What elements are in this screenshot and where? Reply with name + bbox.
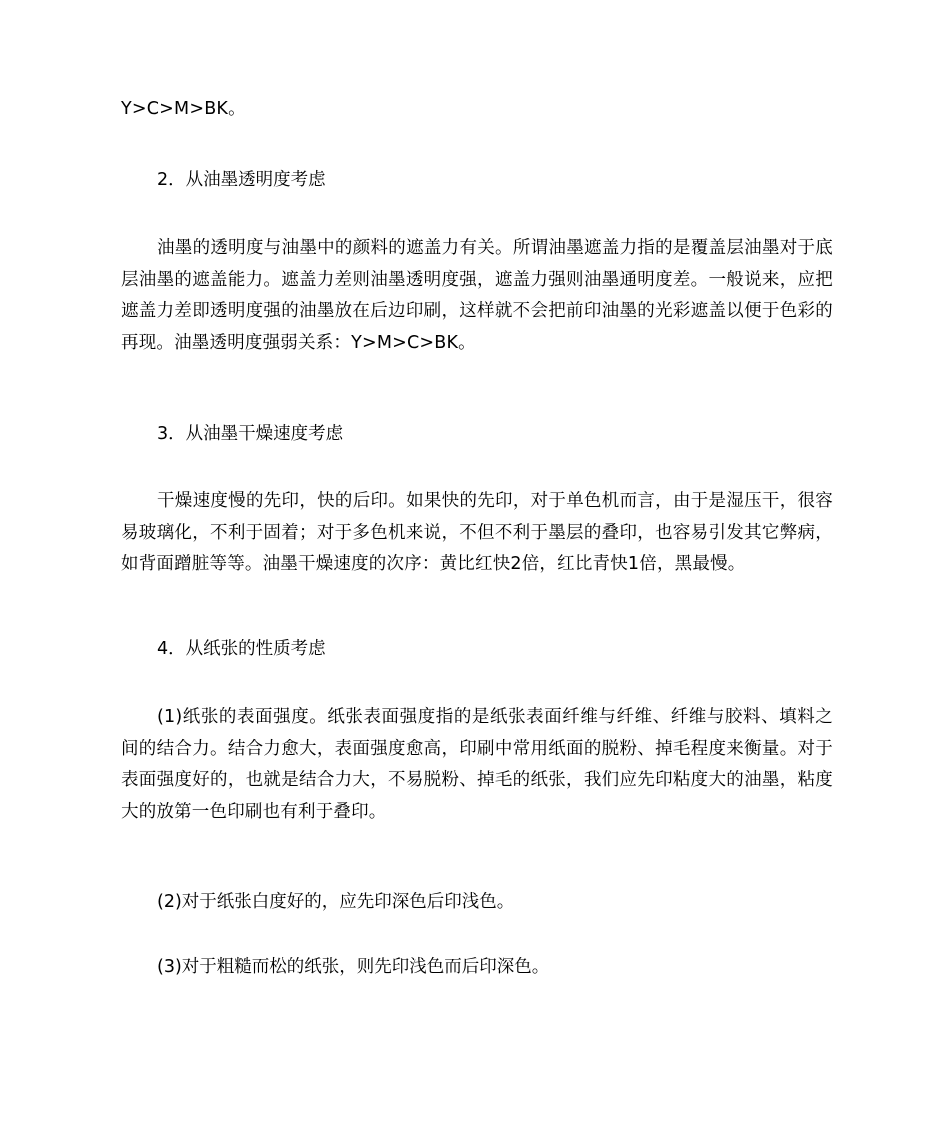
- section-3-paragraph: 干燥速度慢的先印，快的后印。如果快的先印，对于单色机而言，由于是湿压干，很容易玻璃化，不利于固着；对于多色机来说，不但不利于墨层的叠印，也容易引发其它弊病，如背面蹭脏等等。油墨干燥速度的次序：黄比红快2倍，红比青快1倍，黑最慢。: [121, 491, 833, 574]
- section-2-heading: 2．从油墨透明度考虑: [157, 170, 326, 190]
- section-4-item-3: (3)对于粗糙而松的纸张，则先印浅色而后印深色。: [157, 957, 550, 977]
- section-4-heading: 4．从纸张的性质考虑: [157, 639, 326, 659]
- continuation-line: Y>C>M>BK。: [121, 99, 246, 119]
- section-4-item-1: (1)纸张的表面强度。纸张表面强度指的是纸张表面纤维与纤维、纤维与胶料、填料之间的结合力。结合力愈大，表面强度愈高，印刷中常用纸面的脱粉、掉毛程度来衡量。对于表面强度好的，也就是结合力大，不易脱粉、掉毛的纸张，我们应先印粘度大的油墨，粘度大的放第一色印刷也有利于叠印。: [121, 707, 833, 822]
- section-4-item-2: (2)对于纸张白度好的，应先印深色后印浅色。: [157, 892, 515, 912]
- section-3-heading: 3．从油墨干燥速度考虑: [157, 424, 344, 444]
- section-2-paragraph: 油墨的透明度与油墨中的颜料的遮盖力有关。所谓油墨遮盖力指的是覆盖层油墨对于底层油墨的遮盖能力。遮盖力差则油墨透明度强，遮盖力强则油墨通明度差。一般说来，应把遮盖力差即透明度强的油墨放在后边印刷，这样就不会把前印油墨的光彩遮盖以便于色彩的再现。油墨透明度强弱关系：Y>M>C>BK。: [121, 238, 833, 353]
